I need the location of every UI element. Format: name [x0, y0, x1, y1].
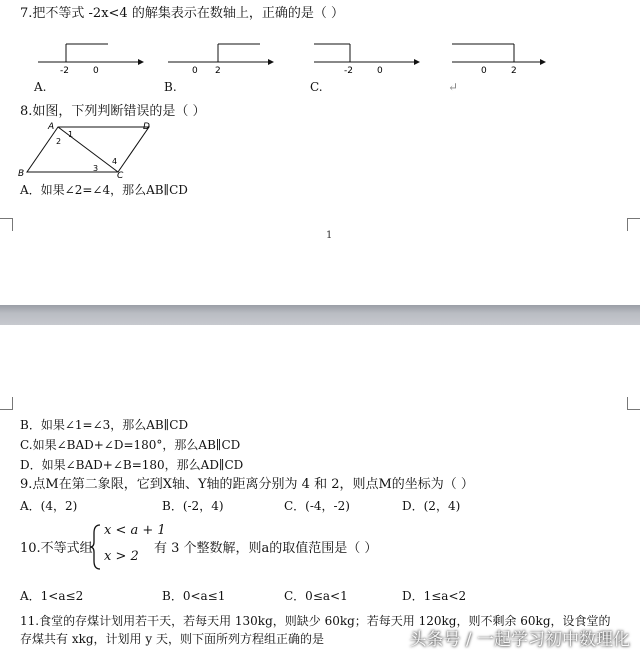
- system-row-1: x < a + 1: [104, 523, 166, 538]
- system-row-2: x > 2: [104, 549, 139, 564]
- angle-label: 4: [112, 157, 118, 166]
- question-8-text: 8.如图，下列判断错误的是（ ）: [20, 104, 206, 119]
- angle-label: 2: [56, 137, 62, 146]
- option-8c[interactable]: C.如果∠BAD+∠D=180°，那么AB∥CD: [20, 438, 241, 452]
- page-number: 1: [326, 230, 333, 241]
- option-7a-label[interactable]: A.: [34, 80, 47, 94]
- margin-corner-mark: [0, 218, 13, 231]
- option-10b[interactable]: B．0<a≤1: [162, 589, 226, 603]
- margin-corner-mark: [627, 218, 640, 231]
- question-9-text: 9.点M在第二象限，它到X轴、Y轴的距离分别为 4 和 2，则点M的坐标为（ ）: [20, 477, 474, 492]
- angle-label: 3: [93, 164, 99, 173]
- margin-corner-mark: [627, 397, 640, 410]
- option-7b-label[interactable]: B.: [164, 80, 177, 94]
- question-11-line-2: 存煤共有 xkg，计划用 y 天，则下面所列方程组正确的是: [20, 632, 324, 646]
- tick-label: 0: [93, 66, 99, 74]
- option-8d[interactable]: D．如果∠BAD+∠B=180，那么AD∥CD: [20, 458, 244, 472]
- tick-label: 0: [377, 66, 383, 74]
- option-9c[interactable]: C．(-4，-2): [284, 499, 350, 513]
- question-7-text: 7.把不等式 -2x<4 的解集表示在数轴上，正确的是（ ）: [20, 6, 344, 21]
- vertex-label: A: [48, 122, 55, 132]
- vertex-label: D: [143, 122, 150, 132]
- option-9b[interactable]: B．(-2，4): [162, 499, 224, 513]
- page-break-gap: [0, 305, 640, 325]
- tick-label: -2: [60, 66, 69, 74]
- option-10c[interactable]: C．0≤a<1: [284, 589, 348, 603]
- vertex-label: B: [18, 169, 25, 178]
- angle-label: 1: [68, 130, 74, 139]
- question-11-line-1: 11.食堂的存煤计划用若干天，若每天用 130kg，则缺少 60kg；若每天用 120kg，则不剩余 60kg，设食堂的: [20, 614, 611, 628]
- option-8b[interactable]: B．如果∠1=∠3，那么AB∥CD: [20, 418, 189, 432]
- question-10-prefix: 10.不等式组: [20, 541, 93, 556]
- option-10a[interactable]: A．1<a≤2: [20, 589, 84, 603]
- option-9d[interactable]: D．(2，4): [402, 499, 461, 513]
- tick-label: 0: [192, 66, 198, 74]
- question-10-suffix: 有 3 个整数解，则a的取值范围是（ ）: [154, 541, 378, 556]
- tick-label: 2: [215, 66, 221, 74]
- option-7c-label[interactable]: C.: [310, 80, 323, 94]
- tick-label: -2: [344, 66, 353, 74]
- option-8a[interactable]: A．如果∠2=∠4，那么AB∥CD: [20, 183, 188, 197]
- vertex-label: C: [117, 171, 124, 178]
- document-page-2: [0, 325, 640, 654]
- option-10d[interactable]: D．1≤a<2: [402, 589, 467, 603]
- document-page-1: [0, 0, 640, 305]
- number-line-c: [314, 40, 424, 74]
- system-brace: [90, 523, 102, 571]
- number-line-b: [168, 40, 278, 74]
- watermark: 头条号 / 一起学习初中数理化: [409, 630, 630, 650]
- number-line-a: [38, 40, 148, 74]
- option-9a[interactable]: A．(4，2): [20, 499, 78, 513]
- parallelogram-figure: [18, 120, 160, 178]
- paragraph-mark: ↵: [448, 80, 459, 94]
- tick-label: 0: [481, 66, 487, 74]
- tick-label: 2: [511, 66, 517, 74]
- number-line-d: [452, 40, 552, 74]
- margin-corner-mark: [0, 397, 13, 410]
